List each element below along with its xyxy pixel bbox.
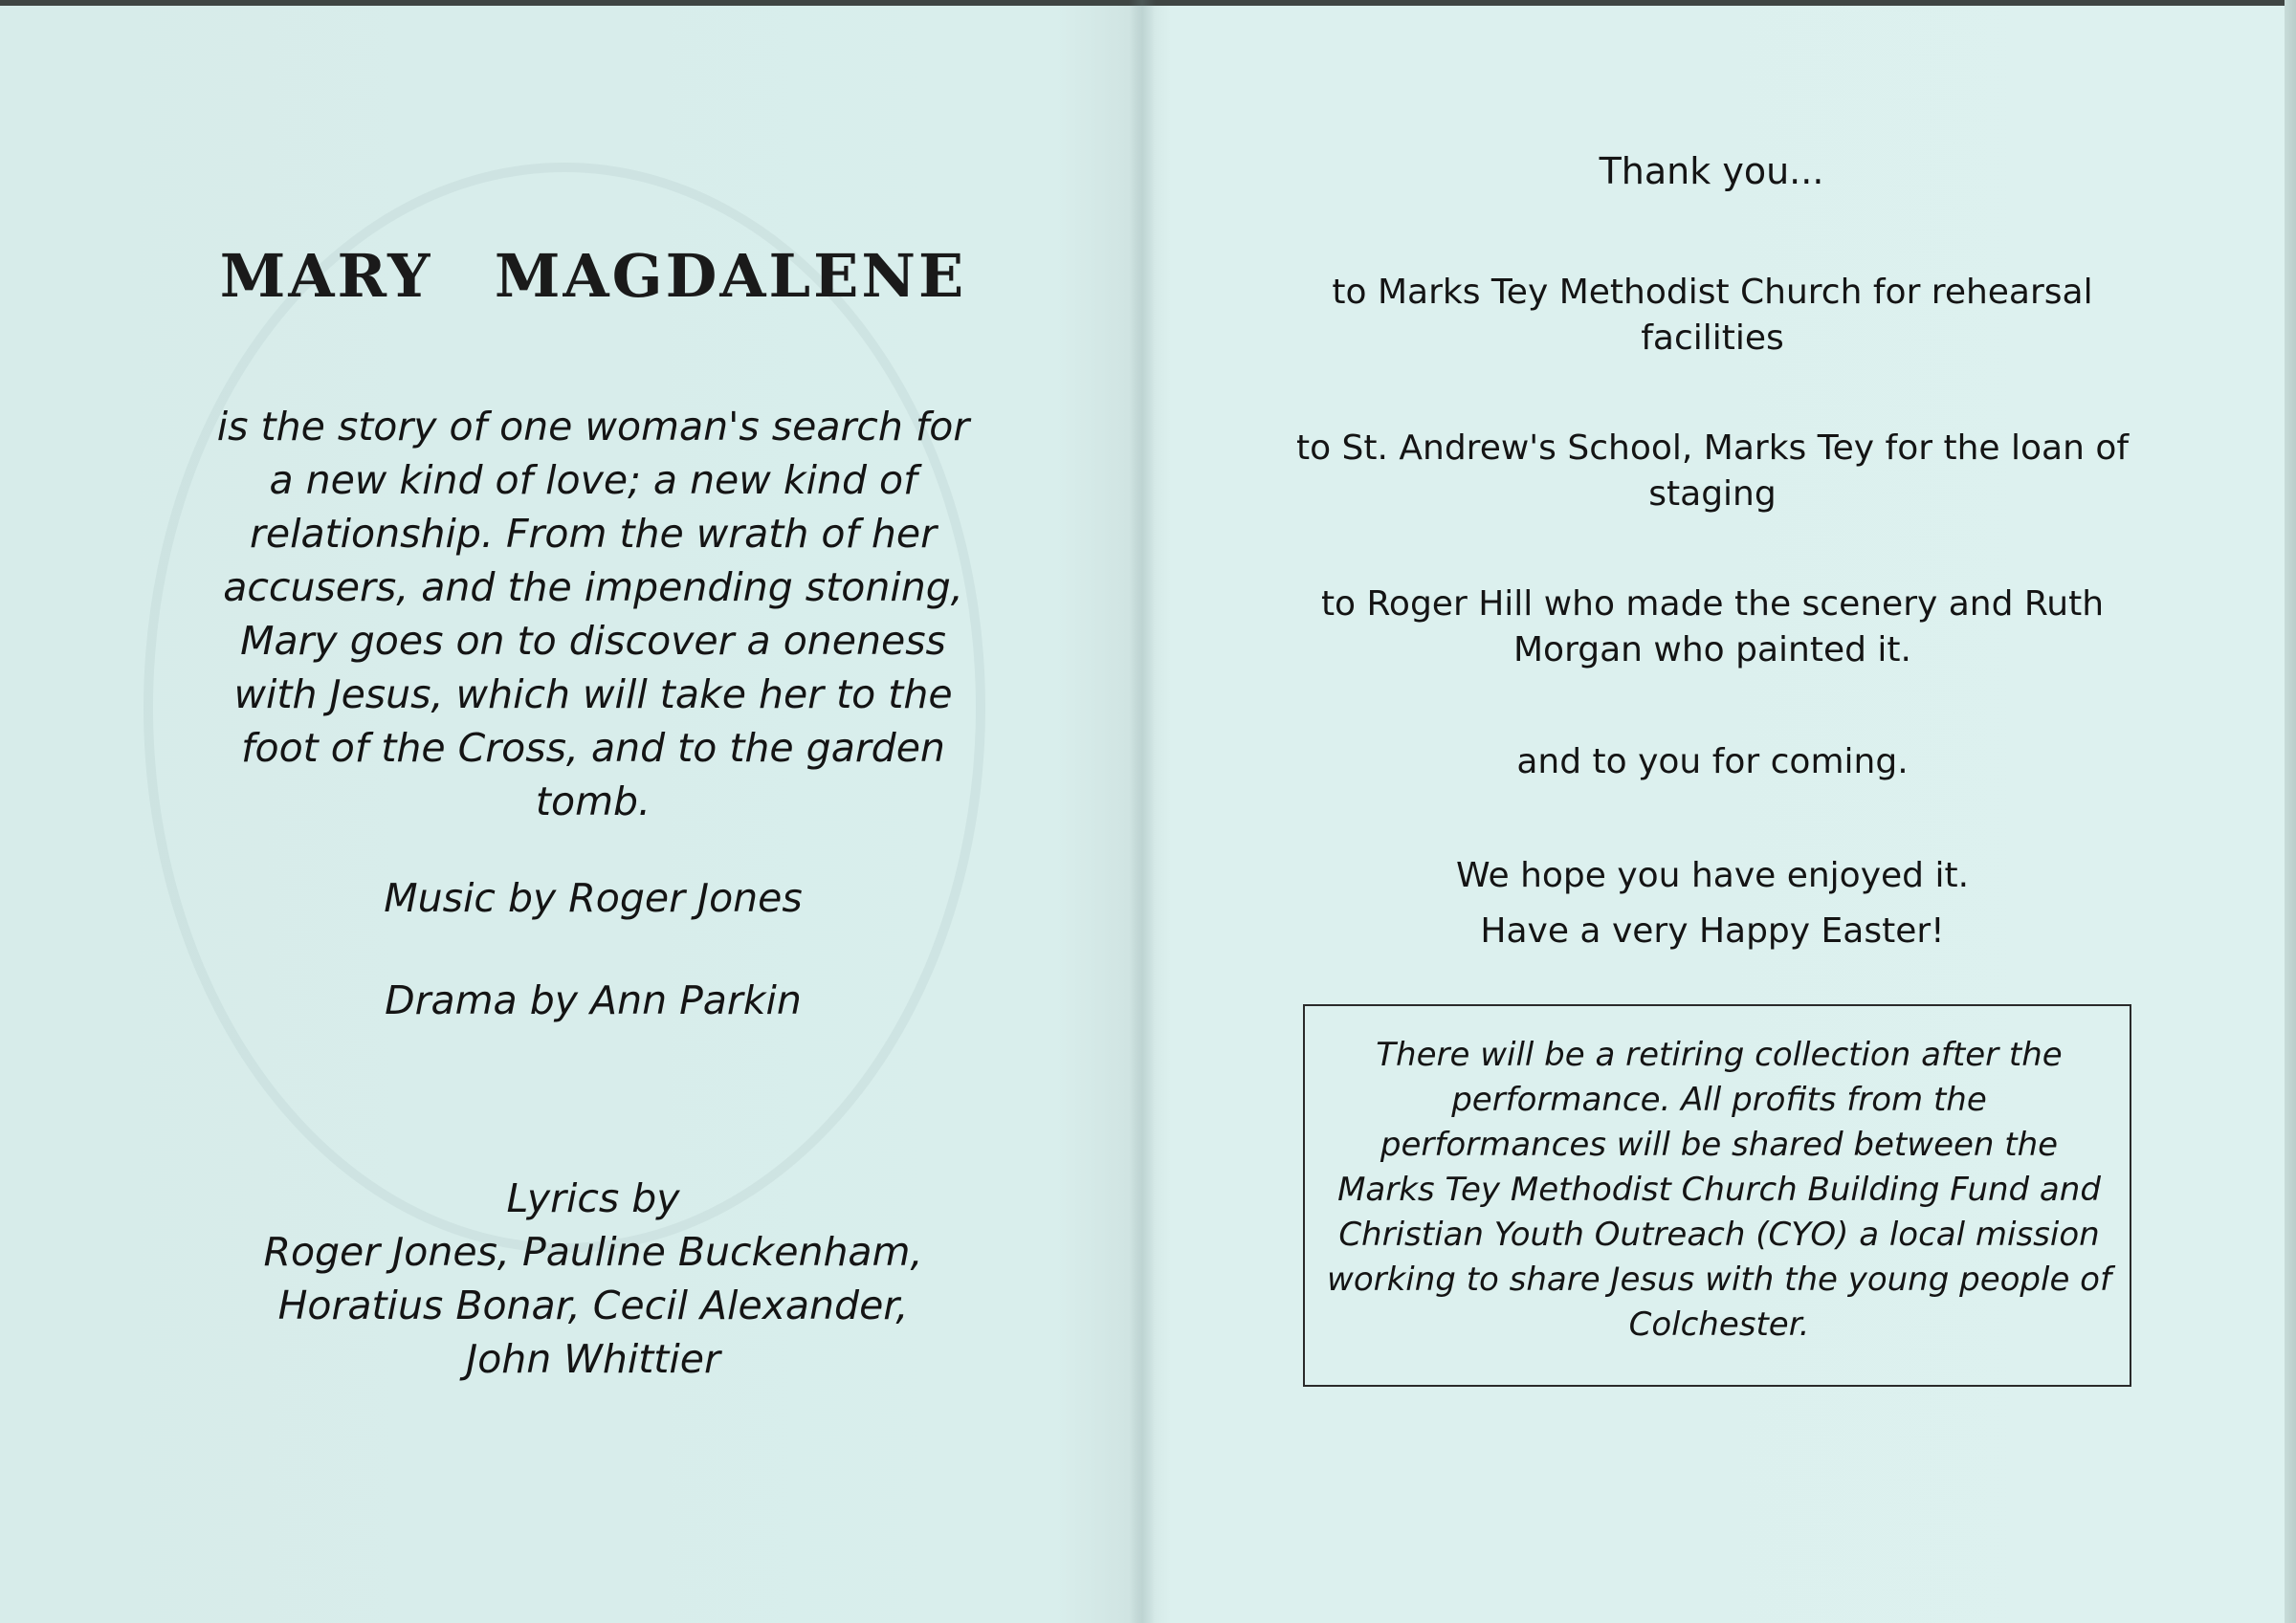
show-title: MARY MAGDALENE (219, 241, 967, 311)
thanks-line: Morgan who painted it. (1512, 630, 1911, 669)
lyrics-line: John Whittier (466, 1336, 720, 1382)
thanks-line: to St. Andrew's School, Marks Tey for the loan of (1295, 428, 2130, 468)
collection-line: performance. All profits from the (1451, 1081, 1987, 1119)
closing-wishes (1272, 848, 2152, 959)
synopsis-line: is the story of one woman's search for (216, 404, 970, 450)
drama-credit: Drama by Ann Parkin (385, 977, 802, 1023)
synopsis-line: tomb. (535, 779, 651, 824)
synopsis (172, 400, 1014, 828)
thanks-item (1272, 426, 2152, 517)
synopsis-line: Mary goes on to discover a oneness (240, 618, 946, 664)
thanks-line: facilities (1641, 318, 1784, 358)
scan-right-edge (2285, 0, 2296, 1623)
synopsis-line: accusers, and the impending stoning, (223, 564, 963, 610)
thanks-line: and to you for coming. (1516, 742, 1909, 781)
thanks-item (1272, 581, 2152, 673)
synopsis-line: relationship. From the wrath of her (249, 511, 937, 557)
collection-line: performances will be shared between the (1380, 1126, 2059, 1164)
collection-line: Marks Tey Methodist Church Building Fund and (1337, 1171, 2101, 1209)
closing-line: Have a very Happy Easter! (1480, 911, 1945, 951)
lyrics-line: Lyrics by (506, 1175, 680, 1221)
music-credit: Music by Roger Jones (384, 875, 803, 921)
lyrics-credit (172, 1172, 1014, 1386)
synopsis-line: with Jesus, which will take her to the (233, 671, 953, 717)
closing-line: We hope you have enjoyed it. (1455, 856, 1970, 895)
lyrics-line: Horatius Bonar, Cecil Alexander, (277, 1283, 909, 1328)
synopsis-line: foot of the Cross, and to the garden (241, 725, 945, 771)
thanks-line: staging (1648, 474, 1777, 514)
right-page (1138, 0, 2285, 1623)
collection-line: Christian Youth Outreach (CYO) a local mission (1338, 1216, 2100, 1254)
thanks-line: to Roger Hill who made the scenery and Ruth (1320, 584, 2105, 624)
lyrics-line: Roger Jones, Pauline Buckenham, (263, 1229, 923, 1275)
collection-notice-box (1303, 1004, 2131, 1387)
thanks-item (1272, 270, 2152, 362)
synopsis-line: a new kind of love; a new kind of (269, 457, 917, 503)
collection-line: Colchester. (1628, 1305, 1810, 1344)
collection-line: There will be a retiring collection after the (1376, 1036, 2063, 1074)
left-page (0, 0, 1138, 1623)
thanks-item (1272, 739, 2152, 785)
thanks-line: to Marks Tey Methodist Church for rehearsal (1332, 273, 2093, 312)
thanks-heading: Thank you... (1599, 150, 1824, 192)
collection-line: working to share Jesus with the young people of (1327, 1261, 2111, 1299)
collection-notice (1314, 1033, 2124, 1348)
